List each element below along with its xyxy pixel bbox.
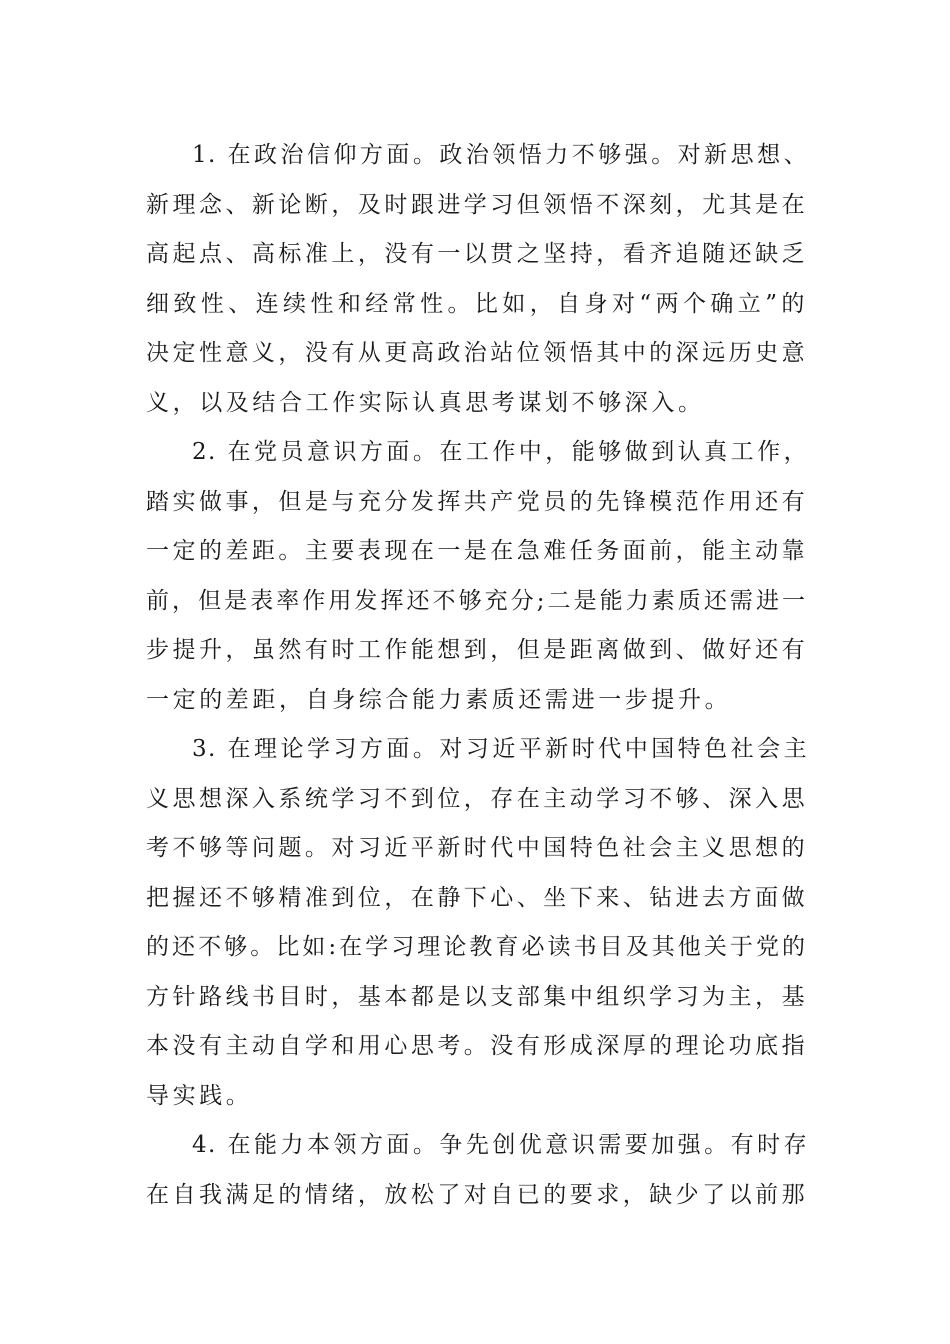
text-line: 在自我满足的情绪，放松了对自已的要求，缺少了以前那 — [146, 1181, 808, 1208]
text-line: 导实践。 — [146, 1082, 253, 1109]
text-line: 义，以及结合工作实际认真思考谋划不够深入。 — [146, 389, 705, 416]
paragraph-party-awareness — [146, 428, 808, 725]
text-line: 高起点、高标准上，没有一以贯之坚持，看齐追随还缺乏 — [146, 241, 808, 267]
text-line: 细致性、连续性和经常性。比如，自身对“两个确立”的 — [146, 290, 808, 317]
text-line: 考不够等问题。对习近平新时代中国特色社会主义思想的 — [146, 835, 808, 861]
text-line: 踏实做事，但是与充分发挥共产党员的先锋模范作用还有 — [146, 488, 808, 515]
text-line: 2. 在党员意识方面。在工作中，能够做到认真工作， — [192, 439, 808, 465]
text-line: 新理念、新论断，及时跟进学习但领悟不深刻，尤其是在 — [146, 191, 808, 218]
text-line: 方针路线书目时，基本都是以支部集中组织学习为主，基 — [146, 983, 808, 1010]
text-line: 步提升，虽然有时工作能想到，但是距离做到、做好还有 — [146, 637, 808, 663]
paragraph-political-belief — [146, 131, 808, 428]
document-body — [146, 131, 808, 1220]
paragraph-theory-study — [146, 725, 808, 1121]
paragraph-ability — [146, 1121, 808, 1220]
text-line: 义思想深入系统学习不到位，存在主动学习不够、深入思 — [146, 785, 808, 812]
text-line: 4. 在能力本领方面。争先创优意识需要加强。有时存 — [192, 1132, 808, 1158]
text-line: 3. 在理论学习方面。对习近平新时代中国特色社会主 — [192, 736, 808, 762]
text-line: 前，但是表率作用发挥还不够充分;二是能力素质还需进一 — [146, 587, 808, 614]
text-line: 决定性意义，没有从更高政治站位领悟其中的深远历史意 — [146, 340, 808, 366]
text-line: 1. 在政治信仰方面。政治领悟力不够强。对新思想、 — [192, 142, 808, 168]
text-line: 把握还不够精准到位，在静下心、坐下来、钻进去方面做 — [146, 884, 808, 911]
text-line: 一定的差距。主要表现在一是在急难任务面前，能主动靠 — [146, 538, 808, 564]
text-line: 一定的差距，自身综合能力素质还需进一步提升。 — [146, 686, 732, 713]
text-line: 本没有主动自学和用心思考。没有形成深厚的理论功底指 — [146, 1033, 808, 1059]
text-line: 的还不够。比如:在学习理论教育必读书目及其他关于党的 — [146, 934, 808, 960]
